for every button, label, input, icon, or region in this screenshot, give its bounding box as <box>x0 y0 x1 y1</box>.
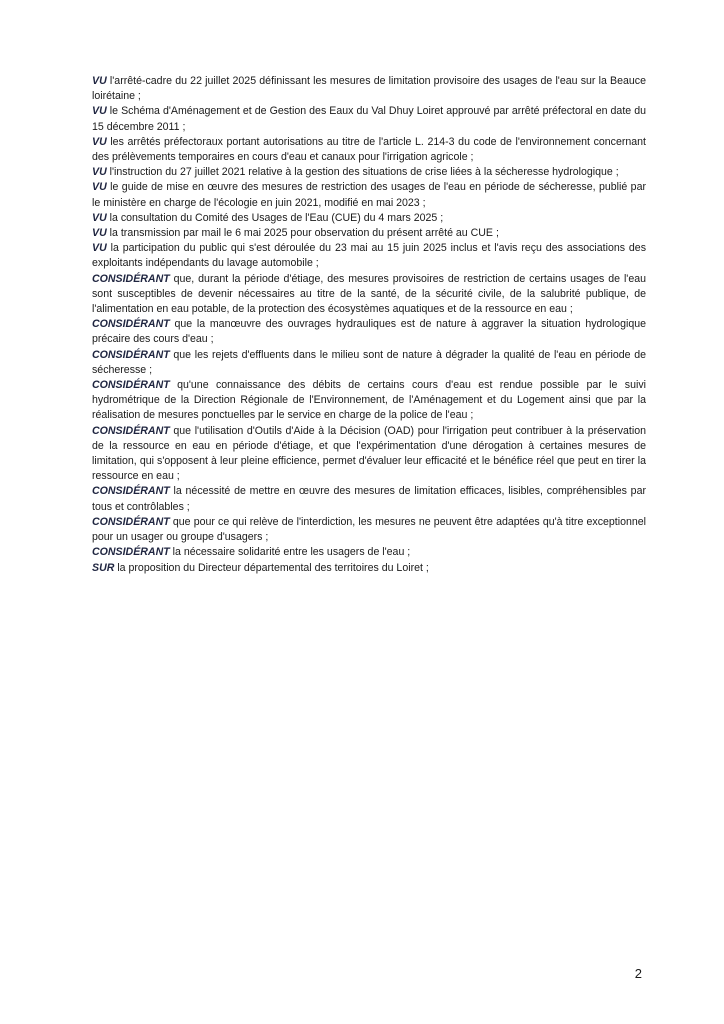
paragraph-vu-guide <box>92 180 646 210</box>
paragraph-vu-participation <box>92 241 646 271</box>
paragraph-text: la nécessité de mettre en œuvre des mesures de limitation efficaces, lisibles, compréhensibles par tous et contrôlables ; <box>92 485 646 513</box>
paragraph-keyword: VU <box>92 135 107 148</box>
paragraph-text: la nécessaire solidarité entre les usagers de l'eau ; <box>169 546 411 559</box>
paragraph-keyword: VU <box>92 211 107 224</box>
paragraph-considerant-debits <box>92 378 646 424</box>
paragraph-vu-arrete-cadre <box>92 74 646 104</box>
paragraph-text: que pour ce qui relève de l'interdiction, les mesures ne peuvent être adaptées qu'à titre exceptionnel pour un usager ou groupe d'usagers ; <box>92 515 646 544</box>
paragraph-considerant-solidarite <box>92 545 646 560</box>
paragraph-keyword: VU <box>92 242 107 255</box>
paragraph-considerant-interdiction <box>92 515 646 545</box>
paragraph-text: que l'utilisation d'Outils d'Aide à la Décision (OAD) pour l'irrigation peut contribuer à la préservation de la ressource en eau en période d'étiage, et que l'expérimentation d'une dérogation à certaines mesures de limitation, qui s'opposent à leur pleine efficience, permet d'évaluer leur efficacité et le bénéfice réel que peut en tirer la ressource en eau ; <box>92 424 646 483</box>
paragraph-text: la participation du public qui s'est déroulée du 23 mai au 15 juin 2025 inclus et l'avis reçu des associations des exploitants indépendants du lavage automobile ; <box>92 242 646 270</box>
paragraph-considerant-etiage <box>92 272 646 318</box>
paragraph-keyword: CONSIDÉRANT <box>92 318 170 331</box>
paragraph-keyword: VU <box>92 181 107 194</box>
paragraph-keyword: VU <box>92 75 107 87</box>
paragraph-considerant-oad <box>92 424 646 485</box>
paragraph-keyword: SUR <box>92 561 115 574</box>
paragraph-keyword: CONSIDÉRANT <box>92 424 170 437</box>
paragraph-keyword: CONSIDÉRANT <box>92 272 170 285</box>
paragraph-vu-arretes-prefectoraux <box>92 135 646 165</box>
paragraph-vu-transmission <box>92 226 646 241</box>
paragraph-text: que, durant la période d'étiage, des mesures provisoires de restriction de certains usages de l'eau sont susceptibles de devenir nécessaires au titre de la santé, de la sécurité civile, de la salubrité publique, de l'alimentation en eau potable, de la protection des écosystèmes aquatiques et de la ressource en eau ; <box>92 272 646 316</box>
paragraph-vu-instruction <box>92 165 646 180</box>
paragraph-vu-consultation <box>92 211 646 226</box>
paragraph-considerant-mesures <box>92 484 646 514</box>
paragraph-keyword: CONSIDÉRANT <box>92 348 170 361</box>
page-number: 2 <box>634 966 642 981</box>
paragraph-text: la proposition du Directeur départemental des territoires du Loiret ; <box>114 561 429 574</box>
paragraph-considerant-ouvrages <box>92 317 646 347</box>
paragraph-text: que la manœuvre des ouvrages hydrauliques est de nature à aggraver la situation hydrologique précaire des cours d'eau ; <box>92 318 646 346</box>
paragraph-keyword: CONSIDÉRANT <box>92 515 170 528</box>
paragraph-sur-proposition <box>92 561 646 576</box>
paragraph-text: la consultation du Comité des Usages de l'Eau (CUE) du 4 mars 2025 ; <box>106 211 444 224</box>
paragraph-text: l'instruction du 27 juillet 2021 relative à la gestion des situations de crise liées à la sécheresse hydrologique ; <box>106 166 619 179</box>
paragraph-keyword: VU <box>92 166 107 179</box>
paragraph-text: le Schéma d'Aménagement et de Gestion des Eaux du Val Dhuy Loiret approuvé par arrêté préfectoral en date du 15 décembre 2011 ; <box>92 105 646 133</box>
paragraph-text: qu'une connaissance des débits de certains cours d'eau est rendue possible par le suivi hydrométrique de la Direction Régionale de l'Environnement, de l'Aménagement et du Logement ainsi que par la réalisation de mesures ponctuelles par le service en charge de la police de l'eau ; <box>92 379 646 422</box>
paragraph-considerant-rejets <box>92 348 646 378</box>
paragraph-vu-sage <box>92 104 646 134</box>
paragraph-keyword: CONSIDÉRANT <box>92 485 170 498</box>
paragraph-keyword: CONSIDÉRANT <box>92 379 170 392</box>
paragraph-text: les arrêtés préfectoraux portant autorisations au titre de l'article L. 214-3 du code de l'environnement concernant des prélèvements temporaires en cours d'eau et canaux pour l'irrigation agricole ; <box>92 135 646 164</box>
paragraph-keyword: VU <box>92 227 107 240</box>
paragraph-text: que les rejets d'effluents dans le milieu sont de nature à dégrader la qualité de l'eau en période de sécheresse ; <box>92 348 646 376</box>
paragraph-text: le guide de mise en œuvre des mesures de restriction des usages de l'eau en période de sécheresse, publié par le ministère en charge de l'écologie en juin 2021, modifié en mai 2023 ; <box>92 181 646 209</box>
paragraph-text: l'arrêté-cadre du 22 juillet 2025 définissant les mesures de limitation provisoire des usages de l'eau sur la Beauce loirétaine ; <box>92 75 646 103</box>
paragraph-text: la transmission par mail le 6 mai 2025 pour observation du présent arrêté au CUE ; <box>106 227 499 240</box>
paragraph-keyword: CONSIDÉRANT <box>92 546 170 559</box>
paragraph-keyword: VU <box>92 105 107 118</box>
